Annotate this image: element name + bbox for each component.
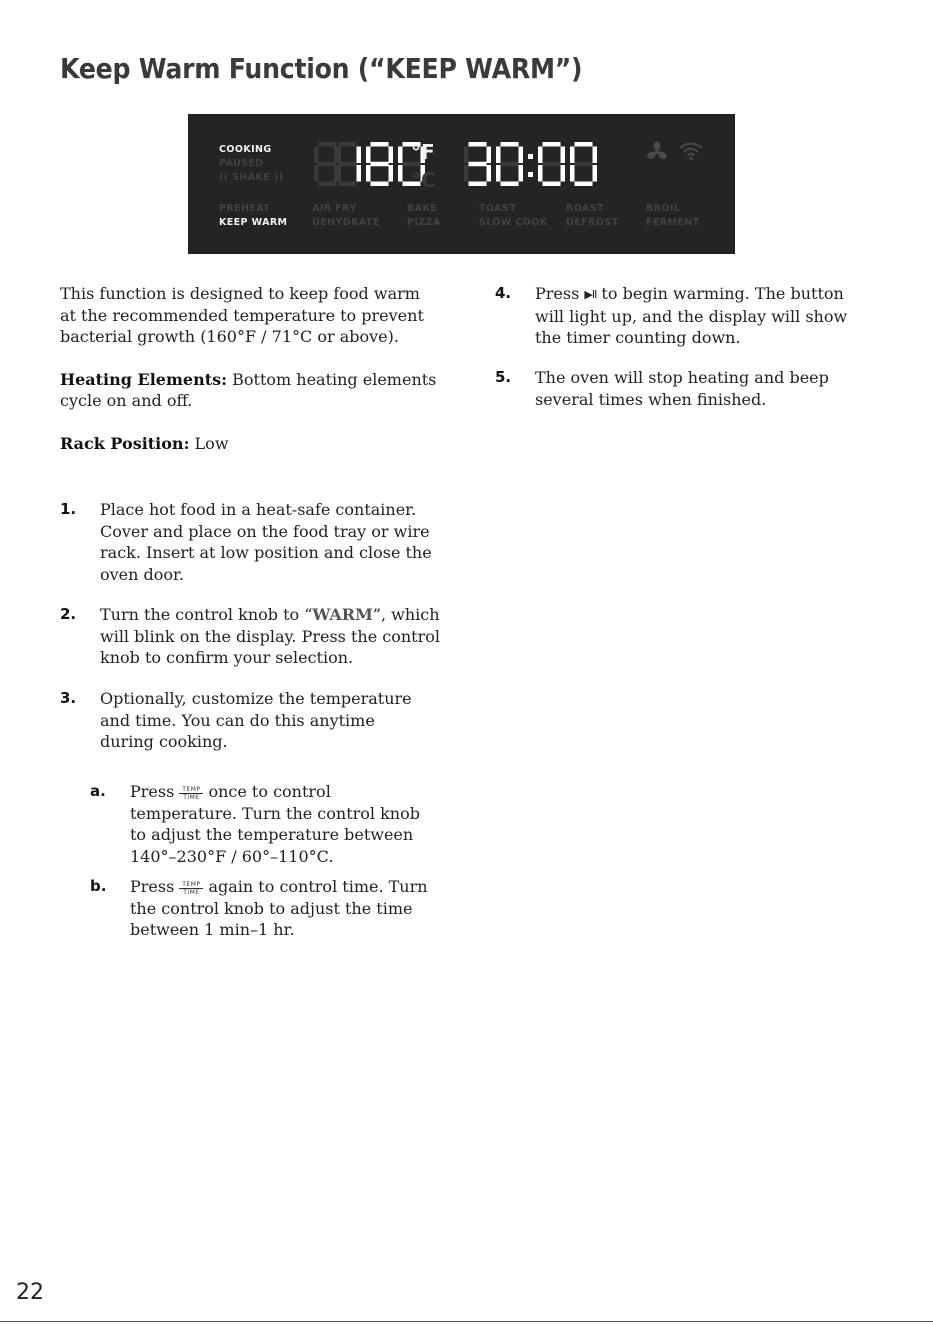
step-number: 4. <box>495 284 512 302</box>
heating-elements-label: Heating Elements: <box>60 369 228 389</box>
step-text <box>100 604 440 669</box>
footer-rule <box>0 1321 933 1322</box>
display-segment <box>496 165 501 182</box>
display-segment <box>334 147 339 164</box>
display-segment <box>487 165 492 182</box>
display-segment <box>570 165 575 182</box>
display-segment <box>538 147 543 164</box>
substep-letter: b. <box>90 877 107 895</box>
rack-position-text: Low <box>189 433 229 453</box>
display-segment <box>334 165 339 182</box>
intro-section <box>60 283 440 454</box>
display-segment <box>469 182 487 187</box>
page-number: 22 <box>16 1280 44 1305</box>
substep-text-part: Press <box>130 877 180 896</box>
display-segment <box>575 142 593 147</box>
display-segment <box>519 165 524 182</box>
function-toast: TOAST <box>479 203 516 214</box>
heating-elements-text: Bottom heating elements cycle on and off. <box>60 369 437 410</box>
function-air-fry: AIR FRY <box>312 203 357 214</box>
function-ferment: FERMENT <box>646 217 700 228</box>
display-segment <box>339 142 357 147</box>
oven-display-panel <box>188 114 735 254</box>
display-segment <box>366 165 371 182</box>
substep-text <box>130 876 430 941</box>
display-colon-dot <box>528 172 533 177</box>
display-segment <box>469 162 487 167</box>
play-pause-icon: ▶II <box>584 288 597 301</box>
function-dehydrate: DEHYDRATE <box>312 217 380 228</box>
display-segment <box>570 147 575 164</box>
display-segment <box>496 147 501 164</box>
rack-position-label: Rack Position: <box>60 433 190 453</box>
display-segment <box>487 147 492 164</box>
function-keep-warm: KEEP WARM <box>219 217 288 228</box>
unit-celsius: °C <box>411 168 436 192</box>
status-label-cooking: COOKING <box>219 144 272 155</box>
display-segment <box>593 147 598 164</box>
display-segment <box>314 165 319 182</box>
step-text <box>535 283 875 349</box>
display-segment <box>319 182 337 187</box>
function-broil: BROIL <box>646 203 681 214</box>
display-segment <box>543 162 561 167</box>
function-pizza: PIZZA <box>407 217 441 228</box>
display-segment <box>575 162 593 167</box>
display-segment <box>469 142 487 147</box>
temp-time-icon-top: TEMP <box>179 881 203 889</box>
step-text: Place hot food in a heat-safe container. Cover and place on the food tray or wire rack. Insert at low position and close the oven door. <box>100 500 432 584</box>
display-segment <box>561 165 566 182</box>
display-segment <box>464 147 469 164</box>
temp-time-icon <box>179 786 203 801</box>
display-segment <box>398 147 403 164</box>
step-text-part: ”, which will blink on the display. Press the control knob to confirm your selection. <box>100 605 440 667</box>
rack-position-paragraph <box>60 433 440 455</box>
display-segment <box>464 165 469 182</box>
display-segment <box>538 165 543 182</box>
page-title: Keep Warm Function (“KEEP WARM”) <box>60 52 583 85</box>
substep-letter: a. <box>90 782 106 800</box>
display-segment <box>543 182 561 187</box>
display-segment <box>593 165 598 182</box>
display-segment <box>339 162 357 167</box>
display-segment <box>389 147 394 164</box>
function-slow-cook: SLOW COOK <box>479 217 548 228</box>
display-segment <box>501 182 519 187</box>
function-bake: BAKE <box>407 203 438 214</box>
function-preheat: PREHEAT <box>219 203 271 214</box>
substep-text <box>130 781 435 867</box>
status-label-shake: (( SHAKE )) <box>219 172 284 183</box>
display-segment <box>357 147 362 164</box>
display-segment <box>371 142 389 147</box>
display-segment <box>357 165 362 182</box>
display-segment <box>371 162 389 167</box>
display-segment <box>339 182 357 187</box>
display-segment <box>398 165 403 182</box>
heating-elements-paragraph <box>60 369 440 412</box>
fan-icon <box>646 141 668 163</box>
step-text-part: to begin warming. The button will light up, and the display will show the timer counting down. <box>535 284 848 347</box>
step-number: 2. <box>60 605 77 623</box>
display-segment <box>319 142 337 147</box>
temp-time-icon <box>179 881 203 896</box>
display-segment <box>575 182 593 187</box>
display-segment <box>389 165 394 182</box>
display-colon-dot <box>528 154 533 159</box>
intro-paragraph: This function is designed to keep food warm at the recommended temperature to prevent bacterial growth (160°F / 71°C or above). <box>60 284 424 346</box>
step-number: 3. <box>60 689 77 707</box>
function-roast: ROAST <box>566 203 604 214</box>
substep-text-part: Press <box>130 782 180 801</box>
function-defrost: DEFROST <box>566 217 619 228</box>
step-text-part: Turn the control knob to “ <box>100 605 313 624</box>
warm-keyword: WARM <box>312 605 373 624</box>
step-text: The oven will stop heating and beep several times when finished. <box>535 368 829 409</box>
display-segment <box>371 182 389 187</box>
display-segment <box>543 142 561 147</box>
wifi-icon <box>678 141 704 161</box>
step-text-part: Press <box>535 284 585 303</box>
substep-text-part: again to control time. Turn the control knob to adjust the time between 1 min–1 hr. <box>130 877 428 939</box>
display-segment <box>501 142 519 147</box>
status-label-paused: PAUSED <box>219 158 264 169</box>
step-number: 5. <box>495 368 512 386</box>
display-segment <box>501 162 519 167</box>
step-text: Optionally, customize the temperature and time. You can do this anytime during cooking. <box>100 689 412 751</box>
display-segment <box>366 147 371 164</box>
seven-segment-display <box>188 114 735 254</box>
display-segment <box>314 147 319 164</box>
unit-fahrenheit: °F <box>411 140 435 164</box>
temp-time-icon-bottom: TIME <box>183 794 200 801</box>
substep-text-part: once to control temperature. Turn the control knob to adjust the temperature between 140°–230°F / 60°–110°C. <box>130 782 420 866</box>
display-segment <box>561 147 566 164</box>
temp-time-icon-top: TEMP <box>179 786 203 794</box>
display-segment <box>319 162 337 167</box>
display-segment <box>519 147 524 164</box>
step-number: 1. <box>60 500 77 518</box>
temp-time-icon-bottom: TIME <box>183 889 200 896</box>
